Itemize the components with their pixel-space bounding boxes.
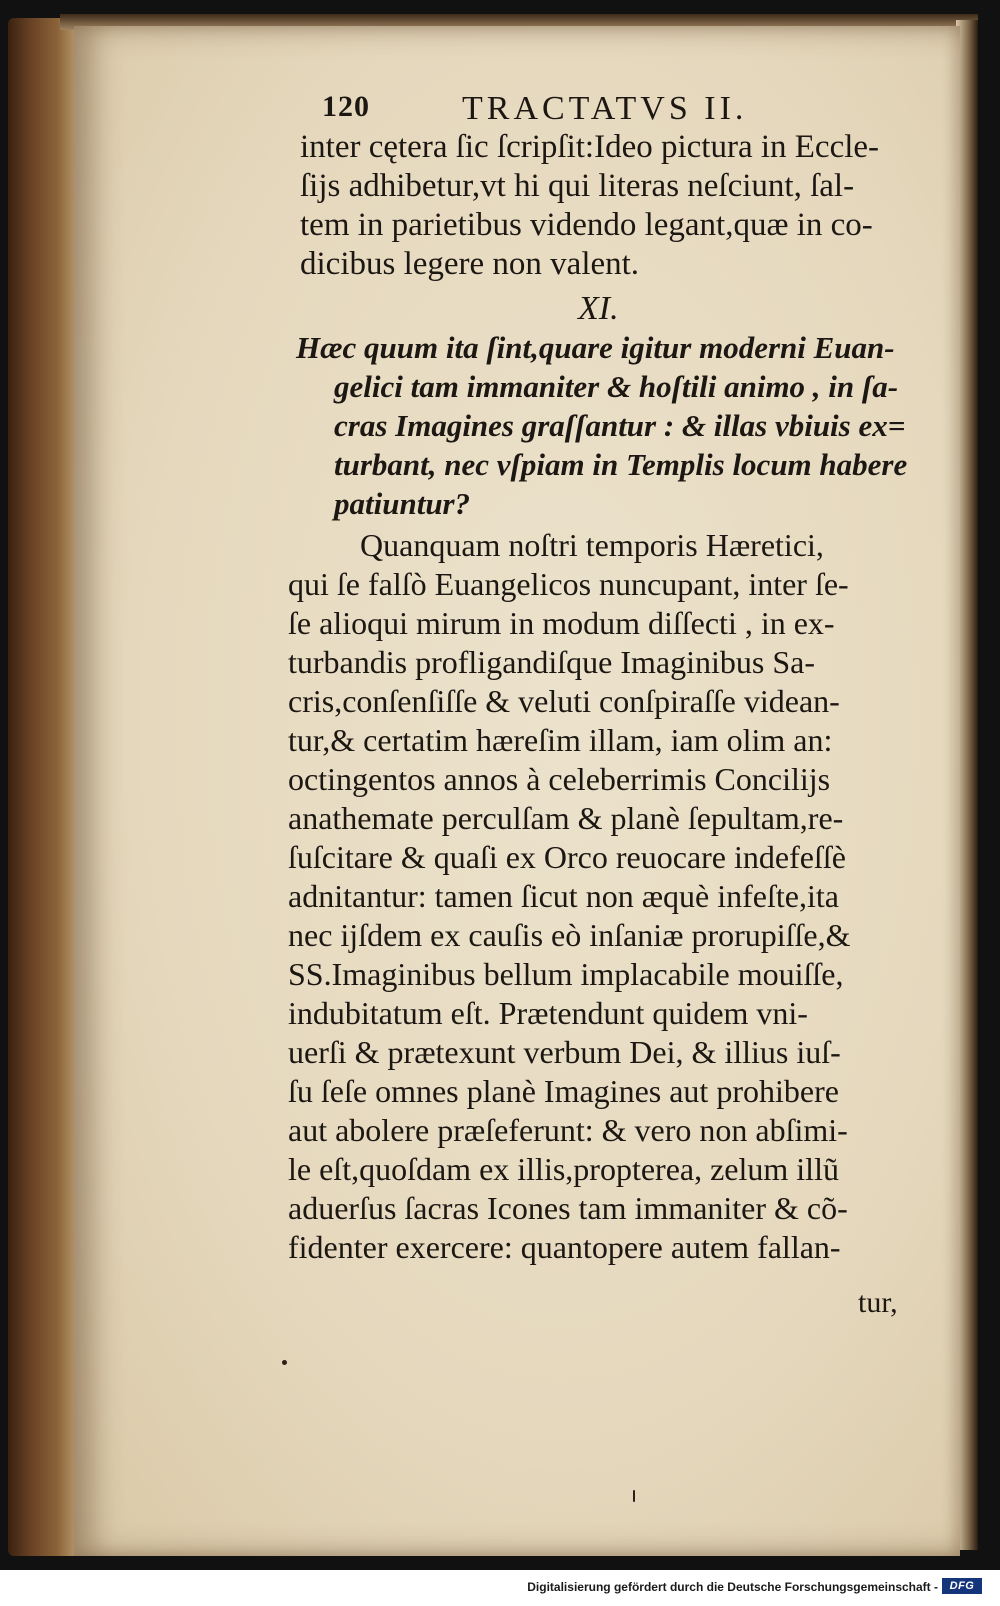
answer-line: aut abolere præſeferunt: & vero non abſimi- xyxy=(288,1112,848,1148)
answer-line: fidenter exercere: quantopere autem fallan- xyxy=(288,1229,841,1265)
answer-line: tur,& certatim hæreſim illam, iam olim an: xyxy=(288,722,833,758)
answer-line: qui ſe falſò Euangelicos nuncupant, inter ſe- xyxy=(288,566,849,602)
question-line: gelici tam immaniter & hoſtili animo , in ſa- xyxy=(334,369,899,404)
answer-line: adnitantur: tamen ſicut non æquè infeſte,ita xyxy=(288,878,839,914)
answer-line: turbandis profligandiſque Imaginibus Sa- xyxy=(288,644,816,680)
answer-line: cris,conſenſiſſe & veluti conſpiraſſe videan- xyxy=(288,683,840,719)
question-line: patiuntur? xyxy=(334,486,471,521)
answer-line: le eſt,quoſdam ex illis,propterea, zelum illũ xyxy=(288,1151,839,1187)
digitization-credit: Digitalisierung gefördert durch die Deutsche Forschungsgemeinschaft - xyxy=(527,1580,938,1594)
answer-line: aduerſus ſacras Icones tam immaniter & cõ- xyxy=(288,1190,848,1226)
question-line: Hæc quum ita ſint,quare igitur moderni Euan- xyxy=(296,330,895,365)
question-paragraph xyxy=(296,328,936,523)
answer-line: ſu ſeſe omnes planè Imagines aut prohibere xyxy=(288,1073,839,1109)
ink-speck xyxy=(633,1490,635,1502)
answer-paragraph xyxy=(288,526,938,1267)
answer-line: uerſi & prætexunt verbum Dei, & illius iuſ- xyxy=(288,1034,841,1070)
ink-speck xyxy=(282,1360,287,1365)
answer-line: anathemate perculſam & planè ſepultam,re- xyxy=(288,800,844,836)
continued-paragraph xyxy=(300,128,940,284)
answer-line: octingentos annos à celeberrimis Concilijs xyxy=(288,761,831,797)
running-head: TRACTATVS II. xyxy=(462,90,748,127)
book-binding-edge xyxy=(8,18,78,1556)
answer-line: ſuſcitare & quaſi ex Orco reuocare indefeſſè xyxy=(288,839,846,875)
answer-line: nec ijſdem ex cauſis eò inſaniæ prorupiſſe,& xyxy=(288,917,851,953)
question-line: cras Imagines graſſantur : & illas vbiuis ex= xyxy=(334,408,906,443)
dfg-logo: DFG xyxy=(942,1578,982,1594)
text-line: inter cętera ſic ſcripſit:Ideo pictura in Eccle- xyxy=(300,129,880,165)
catchword: tur, xyxy=(858,1286,898,1319)
text-line: ſijs adhibetur,vt hi qui literas neſciunt, ſal- xyxy=(300,168,855,204)
answer-line: indubitatum eſt. Prætendunt quidem vni- xyxy=(288,995,808,1031)
answer-line: Quanquam noſtri temporis Hæretici, xyxy=(360,527,824,563)
text-line: tem in parietibus videndo legant,quæ in co- xyxy=(300,207,873,243)
answer-line: ſe alioqui mirum in modum diſſecti , in ex- xyxy=(288,605,835,641)
answer-line: SS.Imaginibus bellum implacabile mouiſſe, xyxy=(288,956,844,992)
page-number: 120 xyxy=(322,90,370,123)
text-line: dicibus legere non valent. xyxy=(300,246,640,282)
question-line: turbant, nec vſpiam in Templis locum habere xyxy=(334,447,908,482)
section-number: XI. xyxy=(578,290,619,327)
